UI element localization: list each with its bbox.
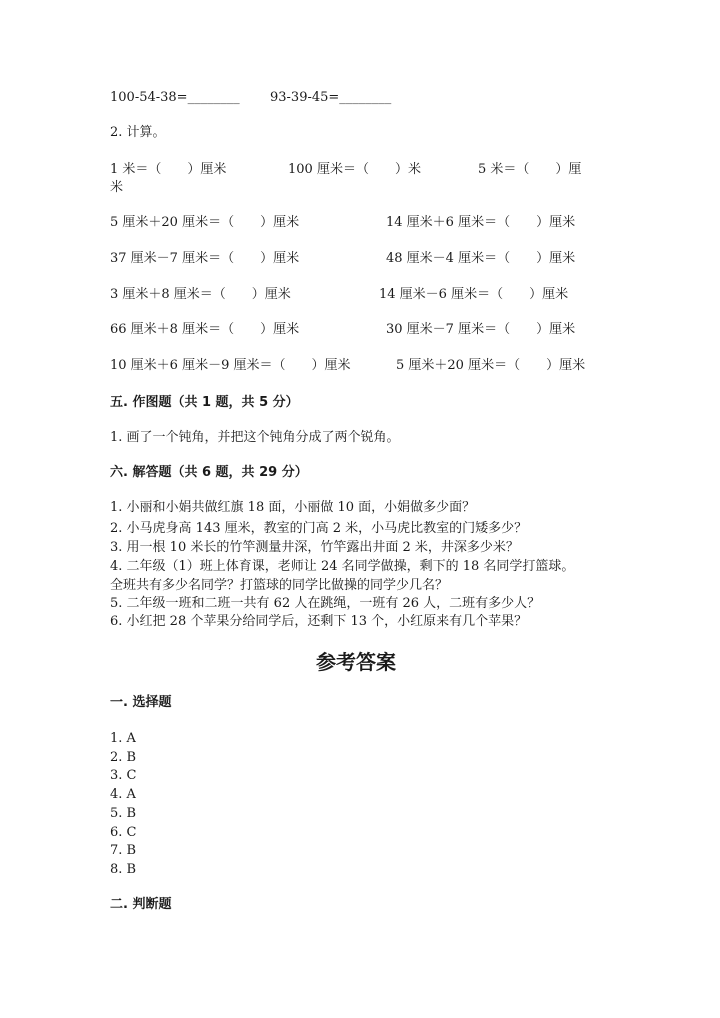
calc-row2-a: 5 厘米＋20 厘米＝（ ）厘米 [110, 215, 300, 230]
arith-q1: 100-54-38=________ [110, 90, 240, 105]
calc-row4-a: 3 厘米＋8 厘米＝（ ）厘米 [110, 287, 291, 302]
section6-heading: 六. 解答题（共 6 题，共 29 分） [110, 465, 308, 480]
section5-heading: 五. 作图题（共 1 题，共 5 分） [110, 395, 299, 410]
section6-line-2: 2. 小马虎身高 143 厘米，教室的门高 2 米，小马虎比教室的门矮多少？ [110, 521, 528, 536]
calc-row3-a: 37 厘米－7 厘米＝（ ）厘米 [110, 251, 300, 266]
answer-3: 3. C [110, 768, 137, 783]
calc-row6-b: 5 厘米＋20 厘米＝（ ）厘米 [396, 358, 586, 373]
calc-row5-b: 30 厘米－7 厘米＝（ ）厘米 [386, 322, 576, 337]
calc-row1-b: 100 厘米＝（ ）米 [288, 162, 421, 177]
answer-2: 2. B [110, 750, 137, 765]
calc-row6-a: 10 厘米＋6 厘米－9 厘米＝（ ）厘米 [110, 358, 351, 373]
answers-sec1-heading: 一. 选择题 [110, 695, 172, 710]
section6-line-7: 6. 小红把 28 个苹果分给同学后，还剩下 13 个，小红原来有几个苹果？ [110, 614, 528, 629]
calc-row4-b: 14 厘米－6 厘米＝（ ）厘米 [379, 287, 569, 302]
calc-row2-b: 14 厘米＋6 厘米＝（ ）厘米 [386, 215, 576, 230]
calc-row1-a: 1 米＝（ ）厘米 [110, 162, 227, 177]
answer-1: 1. A [110, 731, 136, 746]
section6-line-5: 全班共有多少名同学？打篮球的同学比做操的同学少几名？ [110, 578, 449, 593]
calc-row1-c-wrap: 米 [110, 180, 124, 195]
answer-4: 4. A [110, 787, 136, 802]
section5-q1: 1. 画了一个钝角，并把这个钝角分成了两个锐角。 [110, 430, 400, 445]
calc-row1-c: 5 米＝（ ）厘 [478, 162, 582, 177]
answer-7: 7. B [110, 843, 137, 858]
section6-line-1: 1. 小丽和小娟共做红旗 18 面，小丽做 10 面，小娟做多少面？ [110, 500, 476, 515]
answer-8: 8. B [110, 862, 137, 877]
calc-heading: 2. 计算。 [110, 125, 166, 140]
calc-row3-b: 48 厘米－4 厘米＝（ ）厘米 [386, 251, 576, 266]
answers-sec2-heading: 二. 判断题 [110, 897, 172, 912]
arith-q2: 93-39-45=________ [270, 90, 392, 105]
answer-6: 6. C [110, 825, 137, 840]
section6-line-4: 4. 二年级（1）班上体育课，老师让 24 名同学做操，剩下的 18 名同学打篮球。 [110, 559, 575, 574]
section6-line-6: 5. 二年级一班和二班一共有 62 人在跳绳，一班有 26 人，二班有多少人？ [110, 596, 541, 611]
answer-5: 5. B [110, 806, 137, 821]
calc-row5-a: 66 厘米＋8 厘米＝（ ）厘米 [110, 322, 300, 337]
section6-line-3: 3. 用一根 10 米长的竹竿测量井深，竹竿露出井面 2 米，井深多少米？ [110, 540, 519, 555]
answers-title: 参考答案 [316, 650, 396, 674]
